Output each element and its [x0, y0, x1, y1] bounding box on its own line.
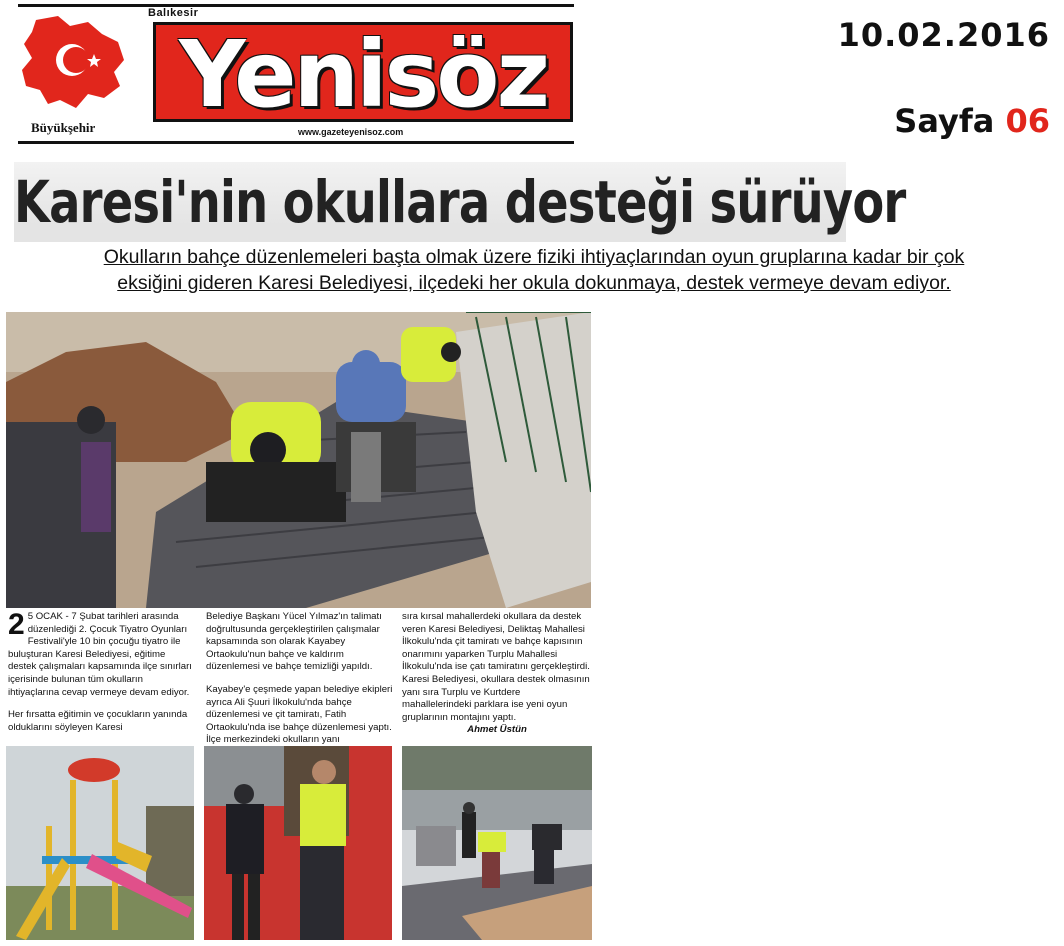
page-number-value: 06 — [1005, 102, 1050, 140]
article-headline: Karesi'nin okullara desteği sürüyor — [14, 162, 846, 242]
photo-schoolyard-paving — [402, 746, 592, 940]
spot-line-2: eksiğini gideren Karesi Belediyesi, ilçedeki her okula dokunmaya, destek vermeye devam ediyor. — [117, 272, 951, 294]
col3-paragraph-2: Karesi Belediyesi, okullara destek olmasının yanı sıra Turplu ve Kurtdere mahallelerindeki parklara ise yeni oyun gruplarının montajını yaptı. — [402, 673, 590, 723]
brand-name: Yenisöz — [178, 21, 548, 128]
masthead — [18, 4, 574, 144]
col3-paragraph-1: sıra kırsal mahallerdeki okullara da destek veren Karesi Belediyesi, Deliktaş Mahallesi İlkokulu'nda çit tamiratı ve bahçe kapısının onarımını yaparken Turplu Mahallesi İlkokulu'nda ise çatı tamiratını gerçekleştirdi. — [402, 611, 590, 673]
photo-playground — [6, 746, 194, 940]
balikesir-map-flag-icon — [18, 12, 128, 112]
col1-paragraph-2: Her fırsatta eğitimin ve çocukların yanında olduklarını söyleyen Karesi — [8, 709, 188, 733]
article-column-2 — [206, 611, 396, 757]
brand-logo — [153, 21, 573, 128]
masthead-bottom-rule — [18, 141, 574, 144]
website-link[interactable]: www.gazeteyenisoz.com — [298, 127, 404, 137]
masthead-top-rule — [18, 4, 574, 7]
article-column-1 — [8, 608, 195, 744]
col2-paragraph-2: Kayabey'e çeşmede yapan belediye ekipleri ayrıca Ali Şuuri İlkokulu'nda bahçe düzenlemesi ve çit tamiratı, Fatih Ortaokulu'nda ise bahçe düzenlemesi yaptı. İlçe merkezindeki okulların yanı — [206, 683, 393, 746]
region-top-label: Balıkesir — [148, 7, 199, 19]
col2-paragraph-1: Belediye Başkanı Yücel Yılmaz'ın talimatı doğrultusunda gerçekleştirilen çalışmalar kapsamında son olarak Kayabey Ortaokulu'nun bahçe ve kaldırım düzenlemesi ve bahçe temizliği yapıldı. — [206, 611, 382, 673]
article-spot — [16, 244, 1052, 296]
col1-paragraph-1: 5 OCAK - 7 Şubat tarihleri arasında düzenlediği 2. Çocuk Tiyatro Oyunları Festivali'yle 10 bin çocuğu tiyatro ile buluşturan Karesi Belediyesi, eğitime destek çalışmaları kapsamında ilçe sınırları içerisinde bulunan tüm okulların ihtiyaçlarına cevap vermeye devam ediyor. — [8, 611, 192, 698]
region-bottom-label: Büyükşehir — [31, 120, 96, 135]
spot-line-1: Okulların bahçe düzenlemeleri başta olmak üzere fiziki ihtiyaçlarından oyun gruplarına kadar bir çok — [103, 246, 965, 268]
main-photo-paving-workers — [6, 312, 591, 608]
dropcap: 2 — [8, 608, 25, 641]
page-label: Sayfa — [894, 102, 995, 140]
author-byline: Ahmet Üstün — [467, 724, 527, 736]
article-column-3 — [402, 611, 592, 737]
photo-fence-repair — [204, 746, 392, 940]
page-number — [894, 102, 1050, 140]
issue-date: 10.02.2016 — [837, 16, 1050, 54]
